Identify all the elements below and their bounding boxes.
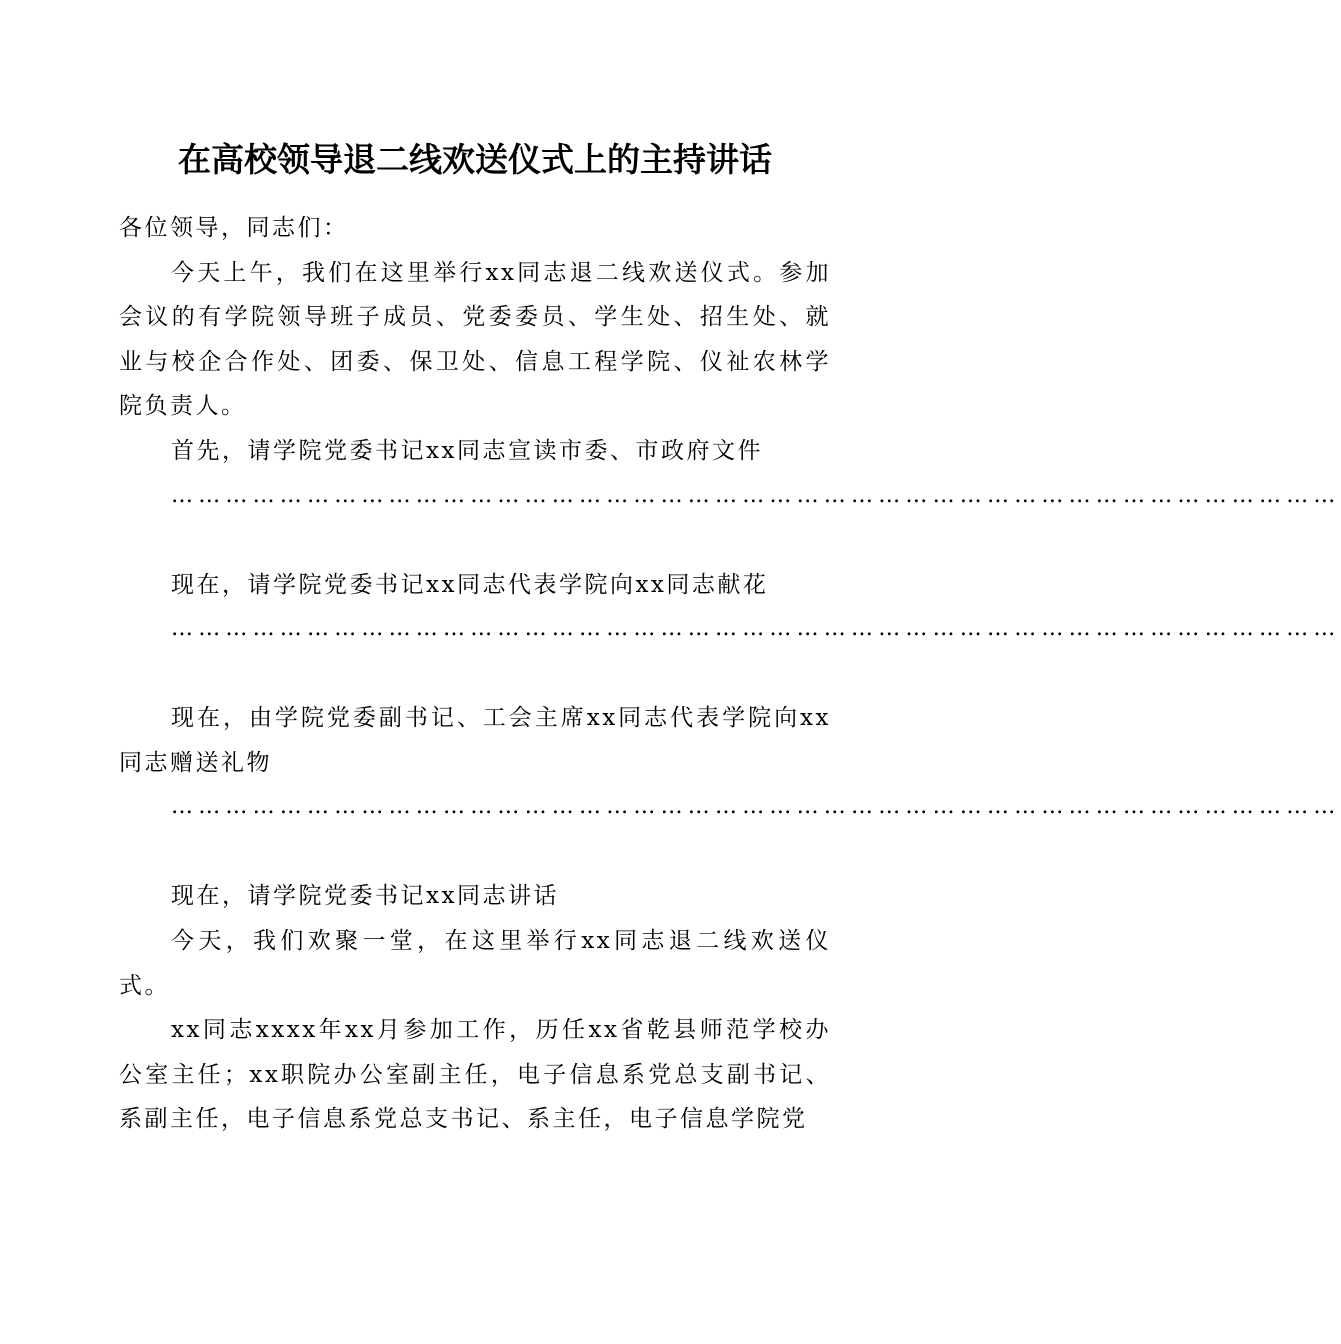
document-title: 在高校领导退二线欢送仪式上的主持讲话: [178, 140, 772, 179]
document-body: [119, 206, 1341, 1142]
paragraph-intro: 今天上午，我们在这里举行xx同志退二线欢送仪式。参加会议的有学院领导班子成员、党委委员、学生处、招生处、就业与校企合作处、团委、保卫处、信息工程学院、仪祉农林学院负责人。: [119, 259, 831, 420]
salutation: 各位领导，同志们：: [119, 215, 349, 241]
paragraph-read-document: 首先，请学院党委书记xx同志宣读市委、市政府文件: [171, 437, 763, 464]
ellipsis-line: …………………………………………………………………………………………………………………: [171, 482, 1341, 508]
paragraph-speech: 现在，请学院党委书记xx同志讲话: [171, 883, 559, 910]
paragraph-gathering: 今天，我们欢聚一堂，在这里举行xx同志退二线欢送仪式。: [119, 927, 831, 999]
ellipsis-line: …………………………………………………………………………………………………………………: [171, 616, 1341, 642]
paragraph-present-gift: 现在，由学院党委副书记、工会主席xx同志代表学院向xx同志赠送礼物: [119, 705, 831, 776]
paragraph-career: xx同志xxxx年xx月参加工作，历任xx省乾县师范学校办公室主任；xx职院办公室副主任，电子信息系党总支副书记、系副主任，电子信息系党总支书记、系主任，电子信息学院党: [119, 1017, 831, 1133]
paragraph-present-flowers: 现在，请学院党委书记xx同志代表学院向xx同志献花: [171, 571, 769, 598]
ellipsis-line: …………………………………………………………………………………………………………………: [171, 794, 1341, 820]
